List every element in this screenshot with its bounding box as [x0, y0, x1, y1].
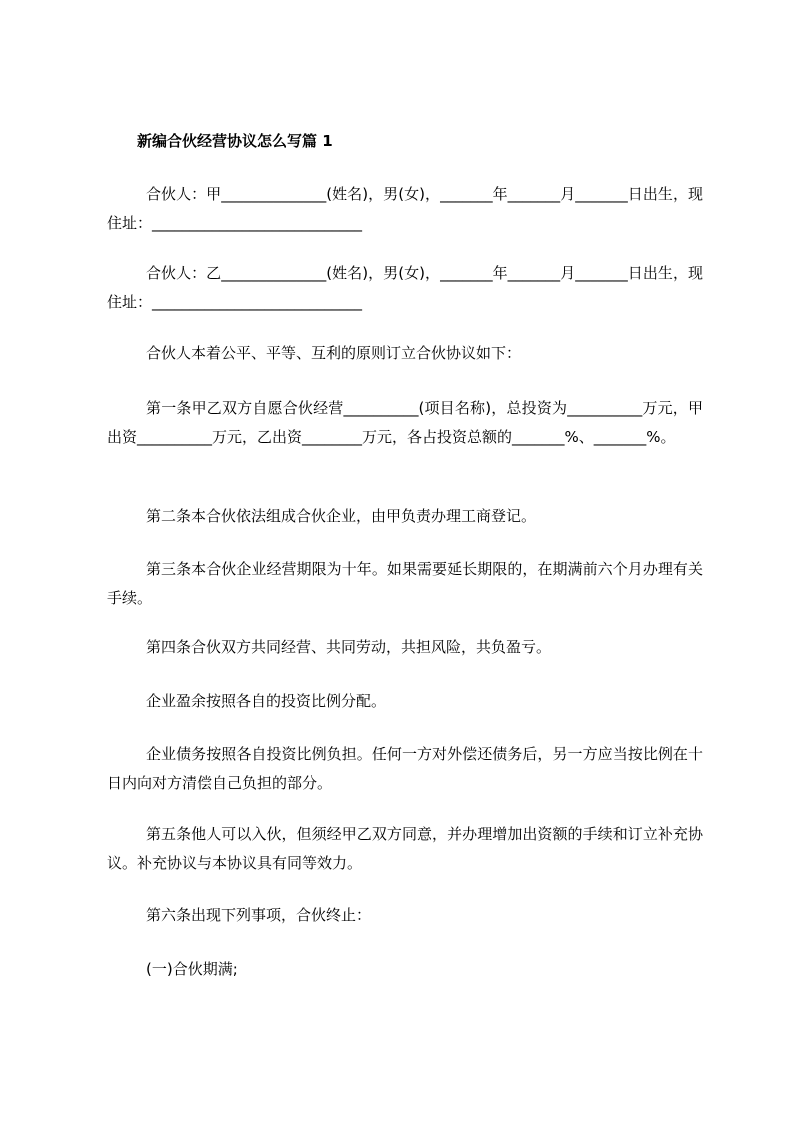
article-6-paragraph: 第六条出现下列事项，合伙终止： [146, 906, 372, 924]
article-5-paragraph: 第五条他人可以入伙，但须经甲乙双方同意，并办理增加出资额的手续和订立补充协议。补充协议与本协议具有同等效力。 [107, 825, 703, 872]
debt-sharing-paragraph: 企业债务按照各自投资比例负担。任何一方对外偿还债务后，另一方应当按比例在十日内向对方清偿自己负担的部分。 [107, 745, 703, 792]
document-title: 新编合伙经营协议怎么写篇 1 [137, 132, 333, 150]
article-4-paragraph: 第四条合伙双方共同经营、共同劳动，共担风险，共负盈亏。 [146, 638, 552, 656]
article-1-paragraph: 第一条甲乙双方自愿合伙经营__________(项目名称)，总投资为__________万元，甲出资__________万元，乙出资________万元，各占投资总额的_______%、_______%。 [107, 399, 703, 446]
article-2-paragraph: 第二条本合伙依法组成合伙企业，由甲负责办理工商登记。 [146, 507, 537, 525]
partner-b-paragraph: 合伙人：乙______________(姓名)，男(女)，_______年_______月_______日出生，现住址：____________________________ [107, 264, 703, 311]
partner-a-paragraph: 合伙人：甲______________(姓名)，男(女)，_______年_______月_______日出生，现住址：____________________________ [107, 185, 703, 232]
profit-distribution-paragraph: 企业盈余按照各自的投资比例分配。 [146, 692, 387, 710]
preamble-paragraph: 合伙人本着公平、平等、互利的原则订立合伙协议如下： [146, 344, 522, 362]
termination-item-1: (一)合伙期满; [146, 960, 238, 978]
article-3-paragraph: 第三条本合伙企业经营期限为十年。如果需要延长期限的，在期满前六个月办理有关手续。 [107, 560, 703, 607]
